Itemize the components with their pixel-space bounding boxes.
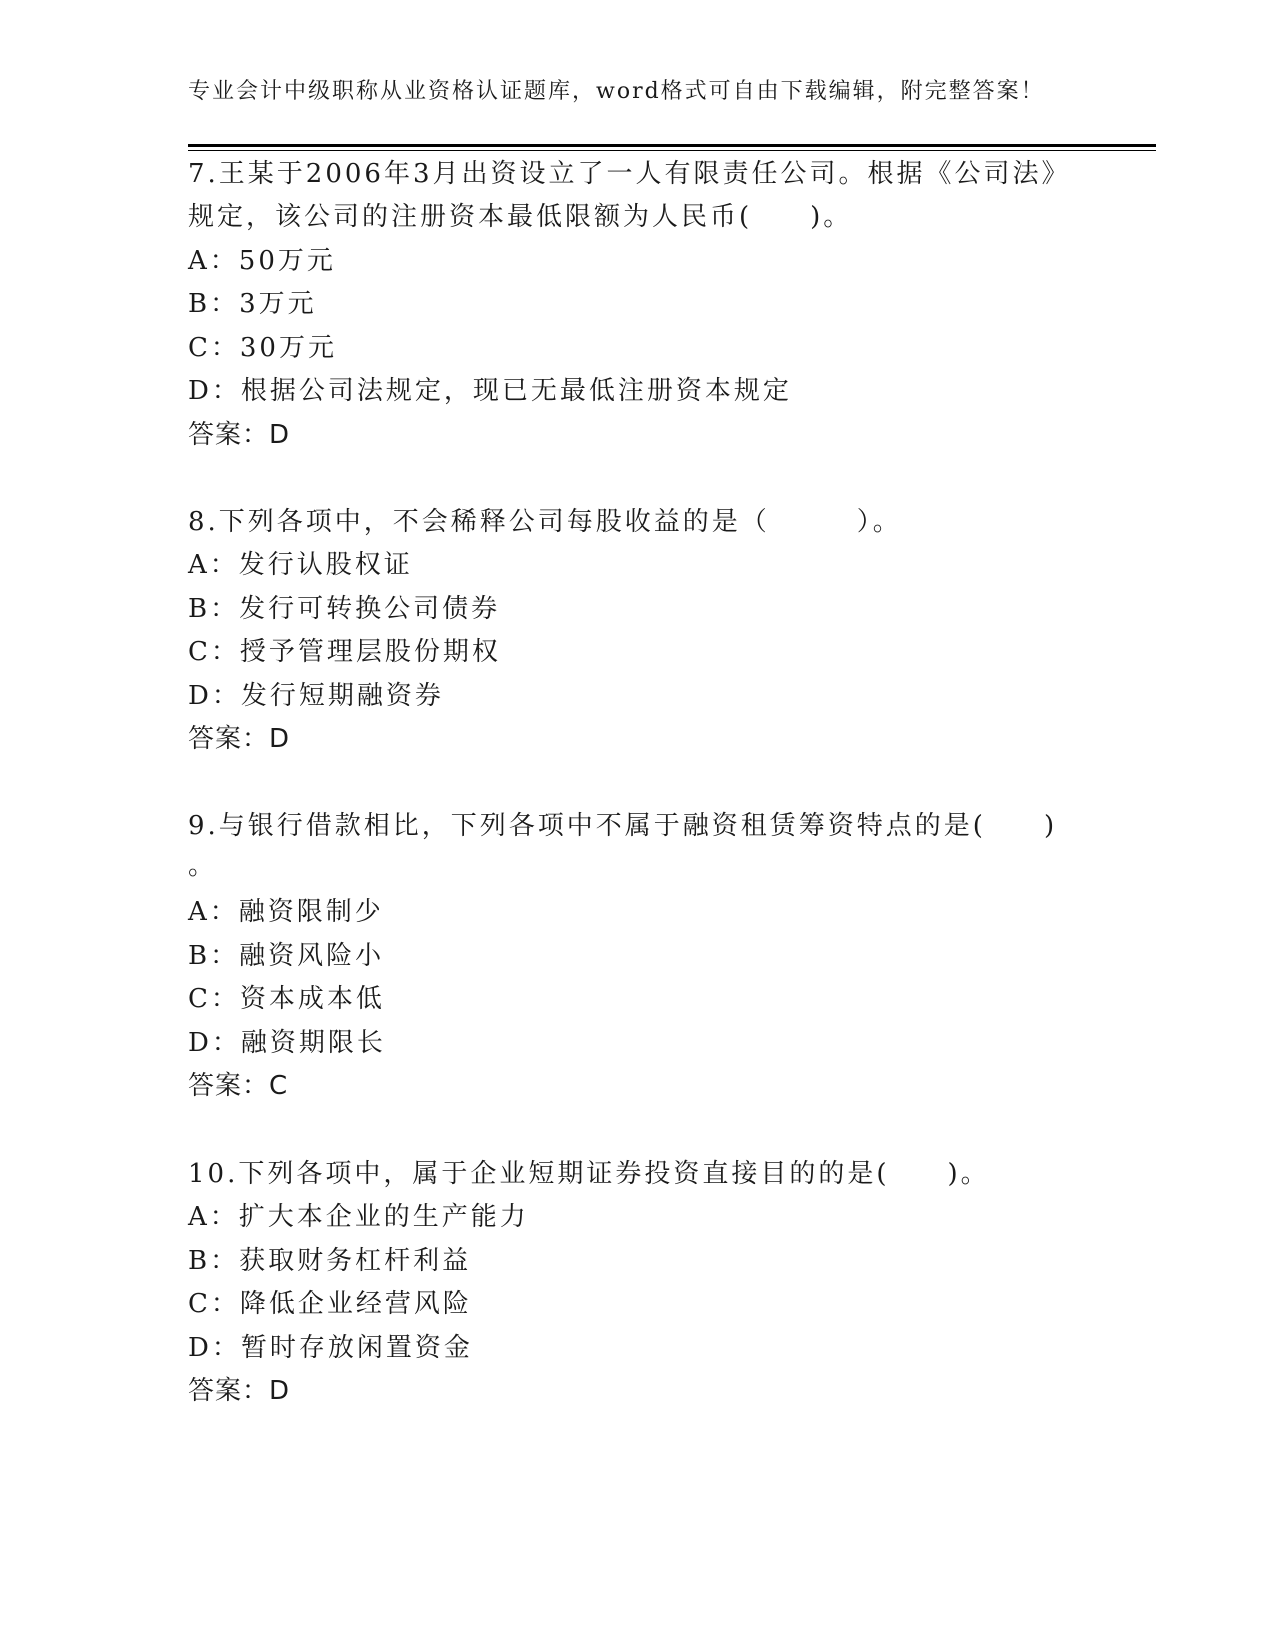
option-a: A：发行认股权证 xyxy=(188,550,413,580)
answer: 答案：D xyxy=(188,420,291,450)
option-d: D：暂时存放闲置资金 xyxy=(188,1333,473,1363)
option-a: A：50万元 xyxy=(188,246,336,276)
answer: 答案：D xyxy=(188,1376,291,1406)
option-d: D：发行短期融资券 xyxy=(188,681,444,711)
option-a: A：融资限制少 xyxy=(188,897,384,927)
option-b: B：3万元 xyxy=(188,289,317,319)
option-b: B：获取财务杠杆利益 xyxy=(188,1246,472,1276)
answer: 答案：C xyxy=(188,1071,289,1101)
option-d: D：根据公司法规定，现已无最低注册资本规定 xyxy=(188,376,792,406)
header-rule-thin xyxy=(188,150,1156,151)
question-stem: 10.下列各项中，属于企业短期证券投资直接目的的是( )。 xyxy=(188,1159,990,1189)
option-c: C：授予管理层股份期权 xyxy=(188,637,501,667)
option-c: C：资本成本低 xyxy=(188,984,385,1014)
question-stem: 。 xyxy=(188,851,218,881)
document-header: 专业会计中级职称从业资格认证题库，word格式可自由下载编辑，附完整答案！ xyxy=(188,79,1045,104)
question-stem: 规定，该公司的注册资本最低限额为人民币( )。 xyxy=(188,202,853,232)
option-d: D：融资期限长 xyxy=(188,1028,386,1058)
question-stem: 8.下列各项中，不会稀释公司每股收益的是（ ）。 xyxy=(188,507,902,537)
option-c: C：降低企业经营风险 xyxy=(188,1289,472,1319)
question-stem: 7.王某于2006年3月出资设立了一人有限责任公司。根据《公司法》 xyxy=(188,159,1071,189)
header-rule-thick xyxy=(188,144,1156,147)
option-a: A：扩大本企业的生产能力 xyxy=(188,1202,529,1232)
answer: 答案：D xyxy=(188,724,291,754)
option-b: B：融资风险小 xyxy=(188,941,385,971)
option-b: B：发行可转换公司债券 xyxy=(188,594,501,624)
option-c: C：30万元 xyxy=(188,333,337,363)
question-stem: 9.与银行借款相比，下列各项中不属于融资租赁筹资特点的是( ) xyxy=(188,811,1058,841)
